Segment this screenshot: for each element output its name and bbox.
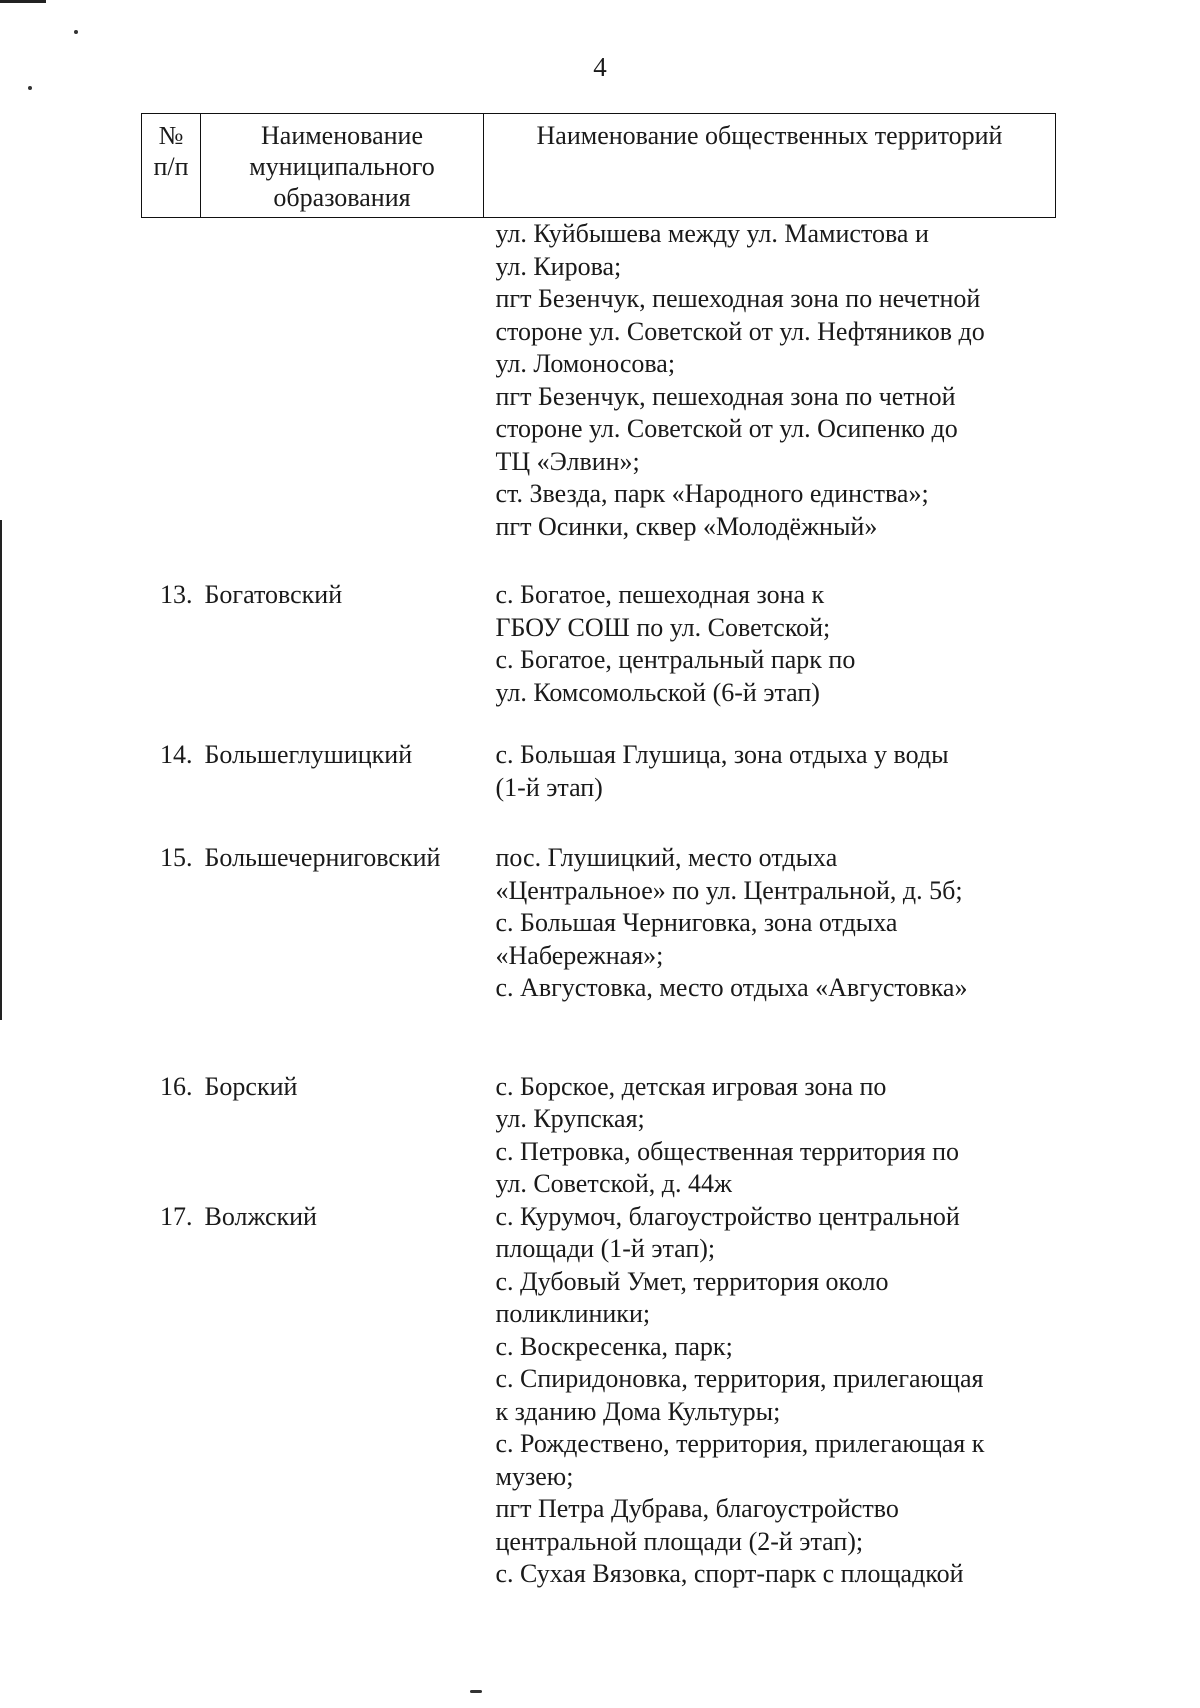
row-number	[142, 218, 201, 544]
territory-line: с. Петровка, общественная территория по	[495, 1136, 960, 1166]
territory-line: «Центральное» по ул. Центральной, д. 5б;	[495, 875, 963, 905]
territory-line: пос. Глушицкий, место отдыха	[495, 843, 838, 872]
row-number: 15.	[160, 843, 193, 872]
territory-line: ул. Комсомольской (6-й этап)	[495, 677, 820, 707]
territory-line: с. Воскресенка, парк;	[495, 1331, 733, 1361]
territory-line: пгт Безенчук, пешеходная зона по четной	[495, 381, 956, 411]
territory-line: с. Рождествено, территория, прилегающая к	[495, 1429, 985, 1458]
territory-line: пгт Осинки, сквер «Молодёжный»	[495, 511, 878, 541]
territory-line: с. Большая Глушица, зона отдыха у воды	[495, 740, 949, 769]
territory-line: с. Дубовый Умет, территория около	[495, 1266, 889, 1296]
territory-line: ул. Кирова;	[495, 251, 622, 281]
row-number: 13.	[160, 580, 193, 609]
territory-line: ул. Советской, д. 44ж	[495, 1169, 732, 1198]
page-number: 4	[593, 52, 607, 82]
territory-line: музею;	[495, 1461, 574, 1491]
territory-line: с. Спиридоновка, территория, прилегающая	[495, 1364, 984, 1393]
table-header-row	[142, 114, 1056, 218]
territory-line: площади (1-й этап);	[495, 1234, 716, 1263]
table-row	[142, 1005, 1056, 1201]
table-row	[142, 709, 1056, 804]
territory-line: с. Августовка, место отдыха «Августовка»	[495, 973, 968, 1002]
row-municipality: Борский	[204, 1071, 298, 1101]
row-territories	[484, 218, 1056, 544]
scan-speck	[28, 86, 32, 90]
row-number: 16.	[160, 1071, 193, 1101]
row-municipality: Волжский	[204, 1201, 317, 1231]
row-territories	[484, 1005, 1056, 1201]
row-municipality: Большеглушицкий	[204, 740, 413, 769]
row-territories	[484, 1201, 1056, 1591]
row-municipality: Большечерниговский	[204, 843, 441, 872]
header-municipality: Наименование муниципального образования	[201, 114, 484, 218]
scan-speck	[470, 1690, 482, 1693]
territory-line: ст. Звезда, парк «Народного единства»;	[495, 479, 929, 508]
territory-line: поликлиники;	[495, 1299, 651, 1328]
row-number: 17.	[160, 1201, 193, 1231]
territory-line: «Набережная»;	[495, 940, 664, 970]
territory-line: ул. Куйбышева между ул. Мамистова и	[495, 219, 929, 248]
header-number: № п/п	[142, 114, 201, 218]
table-row	[142, 218, 1056, 544]
territory-line: центральной площади (2-й этап);	[495, 1526, 864, 1556]
territory-line: ул. Крупская;	[495, 1104, 645, 1133]
territory-line: к зданию Дома Культуры;	[495, 1396, 781, 1426]
territory-line: с. Богатое, пешеходная зона к	[495, 580, 825, 609]
territory-line: ул. Ломоносова;	[495, 349, 676, 378]
territory-line: пгт Безенчук, пешеходная зона по нечетной	[495, 284, 981, 313]
territory-line: с. Сухая Вязовка, спорт-парк с площадкой	[495, 1559, 964, 1588]
territory-line: с. Богатое, центральный парк по	[495, 645, 856, 674]
header-territories: Наименование общественных территорий	[484, 114, 1056, 218]
table-row	[142, 804, 1056, 1005]
territory-line: ГБОУ СОШ по ул. Советской;	[495, 612, 831, 642]
territories-table	[141, 113, 1056, 1591]
territory-line: ТЦ «Элвин»;	[495, 446, 640, 476]
row-territories	[484, 804, 1056, 1005]
territory-line: (1-й этап)	[495, 772, 603, 802]
territory-line: пгт Петра Дубрава, благоустройство	[495, 1494, 899, 1523]
territory-line: с. Большая Черниговка, зона отдыха	[495, 908, 898, 937]
scan-edge-mark	[0, 0, 46, 3]
row-territories	[484, 709, 1056, 804]
row-territories	[484, 543, 1056, 709]
table-row	[142, 1201, 1056, 1591]
territory-line: стороне ул. Советской от ул. Осипенко до	[495, 414, 958, 443]
territory-line: с. Борское, детская игровая зона по	[495, 1071, 887, 1101]
scan-speck	[74, 30, 78, 34]
table-row	[142, 543, 1056, 709]
scan-edge-line	[0, 520, 2, 1020]
row-municipality: Богатовский	[204, 580, 343, 609]
territory-line: стороне ул. Советской от ул. Нефтяников до	[495, 316, 985, 346]
row-municipality	[201, 218, 484, 544]
territory-line: с. Курумоч, благоустройство центральной	[495, 1201, 960, 1231]
row-number: 14.	[160, 740, 193, 769]
